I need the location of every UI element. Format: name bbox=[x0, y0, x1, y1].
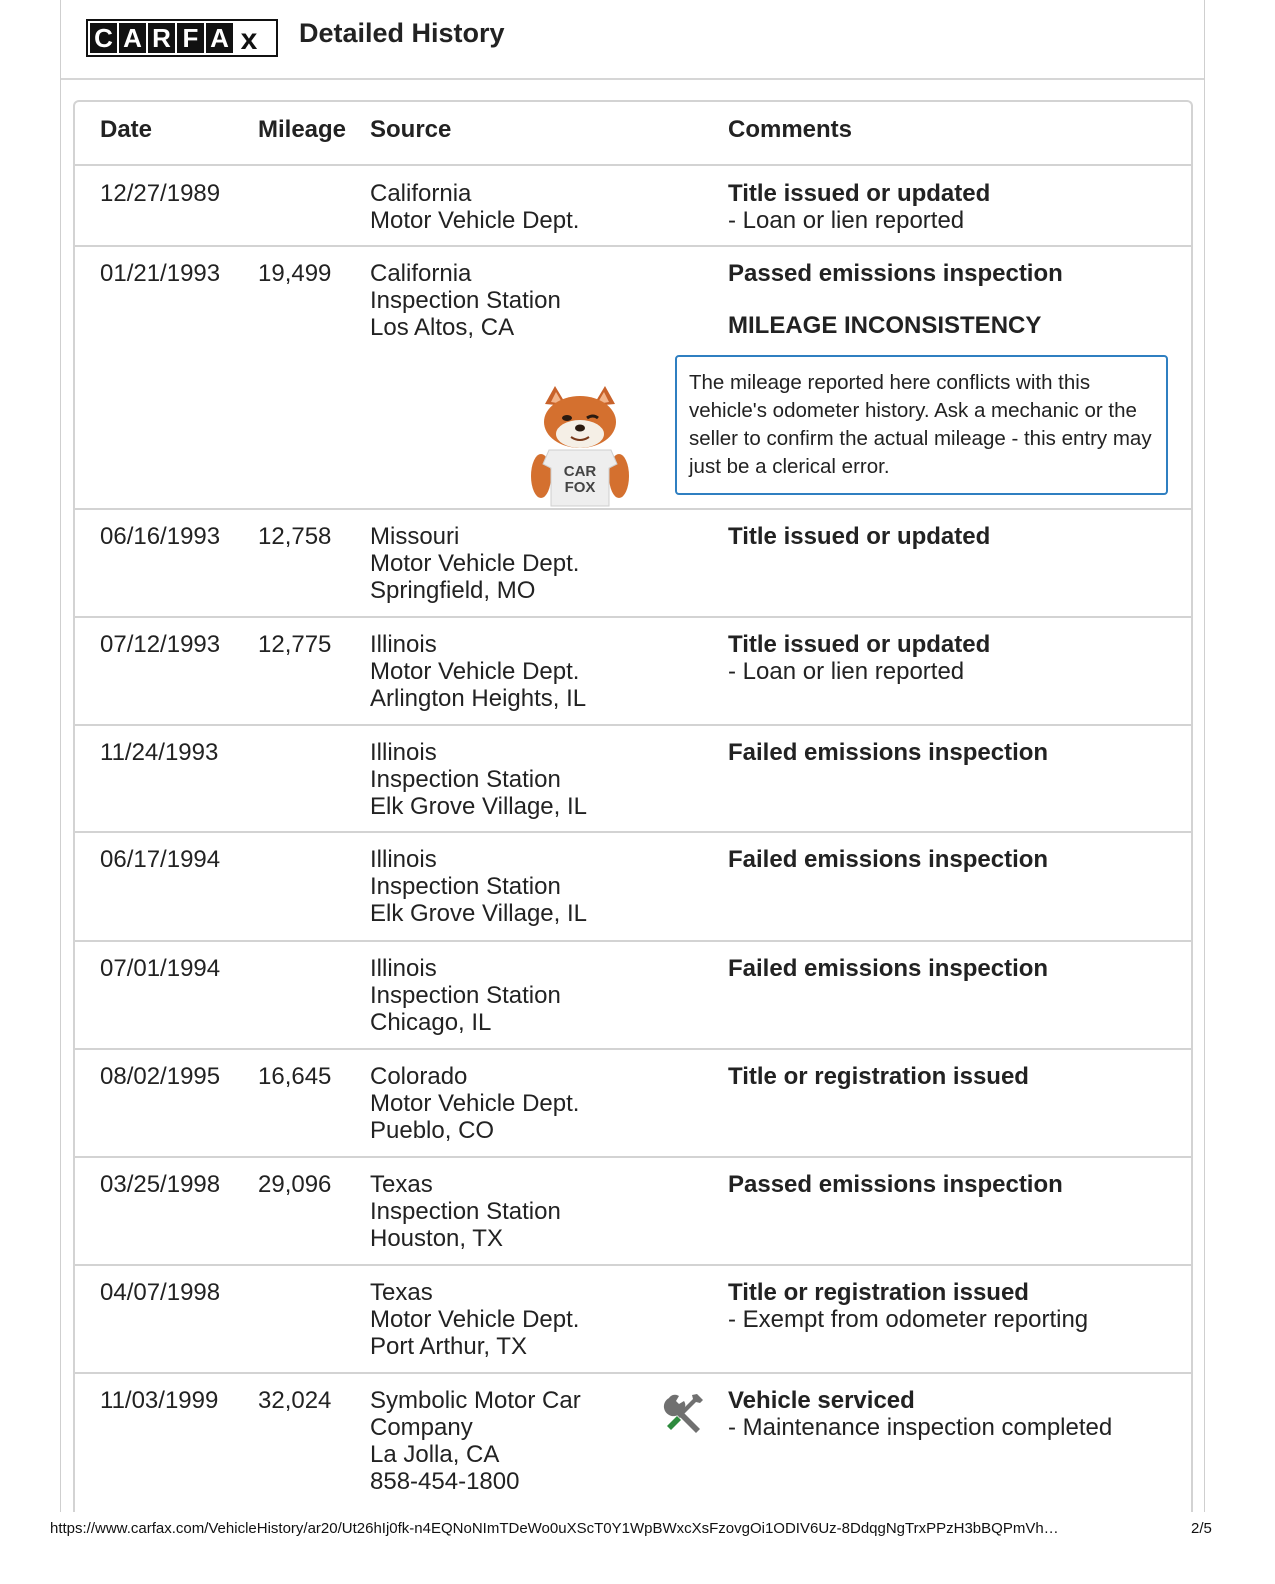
row-mileage: 29,096 bbox=[258, 1171, 332, 1198]
source-line: Symbolic Motor Car bbox=[370, 1387, 581, 1414]
source-line: Port Arthur, TX bbox=[370, 1333, 527, 1360]
comment-title: Passed emissions inspection bbox=[728, 260, 1063, 287]
row-source bbox=[370, 846, 587, 927]
column-header-comments: Comments bbox=[728, 116, 853, 143]
row-divider bbox=[75, 616, 1191, 618]
comment-title: Failed emissions inspection bbox=[728, 955, 1049, 982]
logo-letter: A bbox=[119, 23, 146, 53]
source-line: Inspection Station bbox=[370, 1198, 561, 1225]
row-comment bbox=[728, 1279, 1088, 1333]
row-comment bbox=[728, 739, 1048, 766]
row-mileage: 32,024 bbox=[258, 1387, 332, 1414]
source-line: Motor Vehicle Dept. bbox=[370, 1090, 580, 1117]
svg-text:FOX: FOX bbox=[564, 479, 596, 496]
row-date: 04/07/1998 bbox=[100, 1279, 221, 1306]
report-page bbox=[60, 0, 1205, 1512]
source-line: Texas bbox=[370, 1171, 433, 1198]
row-date: 11/24/1993 bbox=[100, 739, 219, 766]
logo-letter-x: x bbox=[240, 23, 258, 56]
source-line: Motor Vehicle Dept. bbox=[370, 550, 580, 577]
source-line: Arlington Heights, IL bbox=[370, 685, 587, 712]
row-mileage: 19,499 bbox=[258, 260, 332, 287]
source-line: Motor Vehicle Dept. bbox=[370, 207, 580, 234]
row-date: 08/02/1995 bbox=[100, 1063, 221, 1090]
row-divider bbox=[75, 724, 1191, 726]
comment-title: Title issued or updated bbox=[728, 180, 991, 207]
source-line: 858-454-1800 bbox=[370, 1468, 520, 1495]
row-mileage: 12,775 bbox=[258, 631, 332, 658]
source-line: Pueblo, CO bbox=[370, 1117, 495, 1144]
row-source bbox=[370, 631, 586, 712]
carfox-mascot-icon bbox=[525, 384, 635, 510]
row-comment bbox=[728, 631, 990, 685]
source-line: Colorado bbox=[370, 1063, 468, 1090]
row-source bbox=[370, 180, 579, 234]
comment-title: Title issued or updated bbox=[728, 631, 991, 658]
row-comment bbox=[728, 180, 990, 234]
source-line: Illinois bbox=[370, 846, 437, 873]
row-date: 03/25/1998 bbox=[100, 1171, 221, 1198]
source-line: Texas bbox=[370, 1279, 433, 1306]
row-source bbox=[370, 1279, 579, 1360]
row-date: 06/16/1993 bbox=[100, 523, 221, 550]
source-line: Illinois bbox=[370, 955, 437, 982]
svg-text:CAR: CAR bbox=[563, 463, 597, 480]
column-header-source: Source bbox=[370, 116, 452, 143]
source-line: Chicago, IL bbox=[370, 1009, 492, 1036]
row-divider bbox=[75, 1372, 1191, 1374]
row-source bbox=[370, 955, 561, 1036]
source-line: Elk Grove Village, IL bbox=[370, 793, 587, 820]
source-line: Illinois bbox=[370, 631, 437, 658]
comment-detail: - Exempt from odometer reporting bbox=[728, 1306, 1089, 1333]
header-divider bbox=[75, 164, 1191, 166]
row-comment bbox=[728, 1063, 1029, 1090]
page-number: 2/5 bbox=[1191, 1520, 1212, 1537]
row-source bbox=[370, 1063, 579, 1144]
row-source bbox=[370, 260, 561, 341]
source-line: Inspection Station bbox=[370, 982, 561, 1009]
comment-title: Passed emissions inspection bbox=[728, 1171, 1063, 1198]
comment-title: Title or registration issued bbox=[728, 1063, 1029, 1090]
source-line: Company bbox=[370, 1414, 473, 1441]
row-source bbox=[370, 523, 579, 604]
column-header-mileage: Mileage bbox=[258, 116, 347, 143]
footer-url: https://www.carfax.com/VehicleHistory/ar20/Ut26hIj0fk-n4EQNoNImTDeWo0uXScT0Y1WpBWxcXsFzovgOi1ODIV6Uz-8DdqgNgTrxPPzH3bBQPmVh… bbox=[50, 1520, 1059, 1537]
row-mileage: 12,758 bbox=[258, 523, 332, 550]
row-date: 01/21/1993 bbox=[100, 260, 221, 287]
source-line: Elk Grove Village, IL bbox=[370, 900, 587, 927]
row-divider bbox=[75, 1264, 1191, 1266]
page-title: Detailed History bbox=[299, 18, 505, 48]
row-comment bbox=[728, 1171, 1063, 1198]
row-comment bbox=[728, 523, 990, 550]
logo-letter: C bbox=[90, 23, 117, 53]
mileage-inconsistency-heading: MILEAGE INCONSISTENCY bbox=[728, 312, 1042, 339]
comment-title: Title issued or updated bbox=[728, 523, 991, 550]
row-comment bbox=[728, 1387, 1112, 1441]
comment-detail: - Maintenance inspection completed bbox=[728, 1414, 1113, 1441]
source-line: Motor Vehicle Dept. bbox=[370, 658, 580, 685]
row-date: 11/03/1999 bbox=[100, 1387, 219, 1414]
source-line: Inspection Station bbox=[370, 873, 561, 900]
history-table bbox=[73, 100, 1193, 1512]
source-line: Missouri bbox=[370, 523, 460, 550]
row-source bbox=[370, 1387, 581, 1495]
report-header bbox=[61, 0, 1204, 80]
source-line: Springfield, MO bbox=[370, 577, 536, 604]
comment-detail: - Loan or lien reported bbox=[728, 658, 965, 685]
logo-letter: A bbox=[206, 23, 233, 53]
source-line: La Jolla, CA bbox=[370, 1441, 500, 1468]
source-line: Inspection Station bbox=[370, 287, 561, 314]
source-line: Inspection Station bbox=[370, 766, 561, 793]
source-line: Motor Vehicle Dept. bbox=[370, 1306, 580, 1333]
row-comment bbox=[728, 846, 1048, 873]
row-divider bbox=[75, 1048, 1191, 1050]
comment-title: Title or registration issued bbox=[728, 1279, 1029, 1306]
row-date: 07/12/1993 bbox=[100, 631, 221, 658]
mileage-alert-box: The mileage reported here conflicts with this vehicle's odometer history. Ask a mechanic or the seller to confirm the actual mileage - this entry may just be a clerical error. bbox=[675, 355, 1168, 495]
column-header-date: Date bbox=[100, 116, 153, 143]
row-divider bbox=[75, 1156, 1191, 1158]
row-date: 06/17/1994 bbox=[100, 846, 221, 873]
logo-letter: F bbox=[177, 23, 204, 53]
row-date: 07/01/1994 bbox=[100, 955, 221, 982]
row-mileage: 16,645 bbox=[258, 1063, 332, 1090]
row-divider bbox=[75, 831, 1191, 833]
source-line: Los Altos, CA bbox=[370, 314, 515, 341]
source-line: Illinois bbox=[370, 739, 437, 766]
row-date: 12/27/1989 bbox=[100, 180, 221, 207]
comment-detail: - Loan or lien reported bbox=[728, 207, 965, 234]
row-divider bbox=[75, 508, 1191, 510]
row-divider bbox=[75, 940, 1191, 942]
comment-title: Failed emissions inspection bbox=[728, 846, 1049, 873]
carfax-logo bbox=[86, 19, 278, 57]
source-line: Houston, TX bbox=[370, 1225, 503, 1252]
logo-letter: R bbox=[148, 23, 175, 53]
row-comment bbox=[728, 955, 1048, 982]
row-source bbox=[370, 1171, 561, 1252]
row-comment bbox=[728, 260, 1063, 287]
source-line: California bbox=[370, 180, 472, 207]
comment-title: Vehicle serviced bbox=[728, 1387, 915, 1414]
comment-title: Failed emissions inspection bbox=[728, 739, 1049, 766]
row-divider bbox=[75, 245, 1191, 247]
wrench-screwdriver-icon bbox=[663, 1390, 707, 1434]
source-line: California bbox=[370, 260, 472, 287]
row-source bbox=[370, 739, 587, 820]
